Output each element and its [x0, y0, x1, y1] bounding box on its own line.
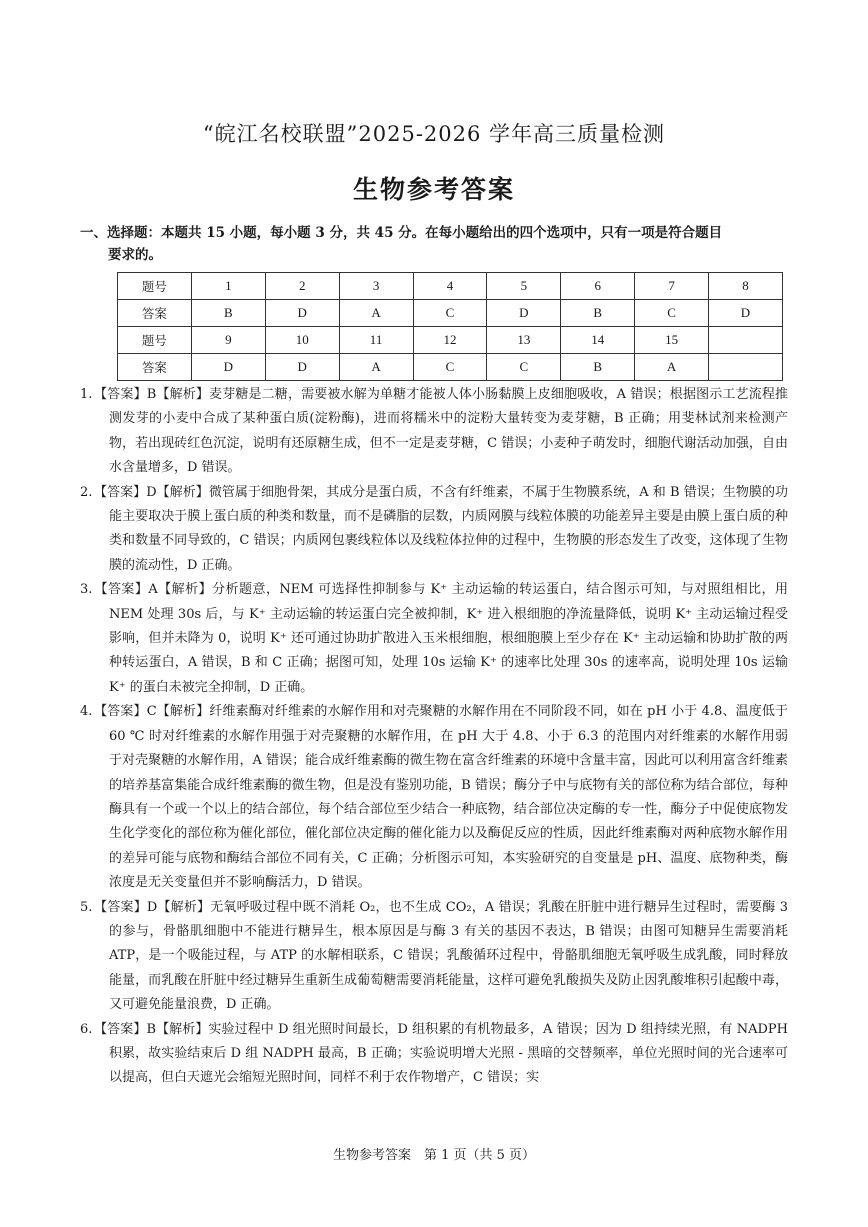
table-row: [118, 327, 783, 354]
table-cell: B: [561, 354, 635, 381]
table-cell: D: [265, 354, 339, 381]
explanations-list: [80, 383, 788, 1091]
item-number: 3.: [80, 582, 93, 598]
table-cell: 3: [339, 273, 413, 300]
item-number: 5.: [80, 899, 93, 915]
item-number: 6.: [80, 1021, 93, 1037]
item-text: 【答案】A【解析】分析题意，NEM 可选择性抑制参与 K⁺ 主动运输的转运蛋白，结合图示可知，与对照组相比，用 NEM 处理 30s 后，与 K⁺ 主动运输的转运蛋白完全被抑制，K⁺ 进入根细胞的净流量降低，说明 K⁺ 主动运输过程受影响，但并未降为 0，说明 K⁺ 还可通过协助扩散进入玉米根细胞，根细胞膜上至少存在 K⁺ 主动运输和协助扩散的两种转运蛋白，A 错误，B 和 C 正确；据图可知，处理 10s 运输 K⁺ 的速率比处理 30s 的速率高，说明处理 10s 运输 K⁺ 的蛋白未被完全抑制，D 正确。: [94, 582, 788, 695]
table-cell: 6: [561, 273, 635, 300]
table-cell: A: [339, 300, 413, 327]
table-cell: 10: [265, 327, 339, 354]
item-number: 1.: [80, 387, 93, 402]
section-heading: [80, 222, 788, 266]
table-cell: A: [339, 354, 413, 381]
table-cell: 题号: [118, 327, 192, 354]
table-cell: B: [561, 300, 635, 327]
explanation-item: [80, 578, 788, 700]
table-row: [118, 300, 783, 327]
table-cell: 13: [487, 327, 561, 354]
explanation-item: [80, 700, 788, 895]
exam-title: “皖江名校联盟”2025-2026 学年高三质量检测: [202, 122, 666, 146]
item-number: 2.: [80, 484, 93, 500]
item-number: 4.: [80, 704, 93, 720]
explanation-item: [80, 1018, 788, 1091]
page-footer: 生物参考答案 第 1 页（共 5 页）: [332, 1148, 536, 1163]
table-cell: 4: [413, 273, 487, 300]
table-cell: C: [635, 300, 709, 327]
table-cell: B: [191, 300, 265, 327]
item-text: 【答案】B【解析】实验过程中 D 组光照时间最长，D 组积累的有机物最多，A 错误；因为 D 组持续光照，有 NADPH 积累，故实验结束后 D 组 NADPH 最高，B 正确；实验说明增大光照 - 黑暗的交替频率，单位光照时间的光合速率可以提高，但白天遮光会缩短光照时间，同样不利于农作物增产，C 错误；实: [94, 1021, 788, 1086]
table-cell: 11: [339, 327, 413, 354]
explanation-item: [80, 383, 788, 481]
section-heading-line-2: 要求的。: [108, 247, 162, 263]
explanation-item: [80, 896, 788, 1018]
table-cell: [709, 327, 783, 354]
table-cell: D: [487, 300, 561, 327]
table-cell: D: [709, 300, 783, 327]
table-cell: 8: [709, 273, 783, 300]
table-cell: 题号: [118, 273, 192, 300]
table-row: [118, 354, 783, 381]
table-cell: C: [413, 300, 487, 327]
item-text: 【答案】D【解析】无氧呼吸过程中既不消耗 O₂，也不生成 CO₂，A 错误；乳酸在肝脏中进行糖异生过程时，需要酶 3 的参与，骨骼肌细胞中不能进行糖异生，根本原因是与酶 3 有关的基因不表达，B 错误；由图可知糖异生需要消耗 ATP，是一个吸能过程，与 ATP 的水解相联系，C 错误；乳酸循环过程中，骨骼肌细胞无氧呼吸生成乳酸，同时释放能量，而乳酸在肝脏中经过糖异生重新生成葡萄糖需要消耗能量，这样可避免乳酸损失及防止因乳酸堆积引起酸中毒，又可避免能量浪费，D 正确。: [94, 899, 788, 1013]
document-title: 生物参考答案: [352, 175, 515, 204]
answer-key-table: [117, 272, 783, 381]
table-cell: 1: [191, 273, 265, 300]
table-cell: C: [487, 354, 561, 381]
table-cell: 5: [487, 273, 561, 300]
table-cell: 答案: [118, 354, 192, 381]
explanation-item: [80, 481, 788, 579]
item-text: 【答案】C【解析】纤维素酶对纤维素的水解作用和对壳聚糖的水解作用在不同阶段不同，如在 pH 小于 4.8、温度低于 60 ℃ 时对纤维素的水解作用强于对壳聚糖的水解作用，在 pH 大于 4.8、小于 6.3 的范围内对纤维素的水解作用弱于对壳聚糖的水解作用，A 错误；能合成纤维素酶的微生物在富含纤维素的环境中含量丰富，因此可以利用富含纤维素的培养基富集能合成纤维素酶的微生物，但是没有鉴别功能，B 错误；酶分子中与底物有关的部位称为结合部位，每种酶具有一个或一个以上的结合部位，每个结合部位至少结合一种底物，结合部位决定酶的专一性，酶分子中促使底物发生化学变化的部位称为催化部位，催化部位决定酶的催化能力以及酶促反应的性质，因此纤维素酶对两种底物水解作用的差异可能与底物和酶结合部位不同有关，C 正确；分析图示可知，本实验研究的自变量是 pH、温度、底物种类，酶浓度是无关变量但并不影响酶活力，D 错误。: [94, 704, 788, 891]
table-cell: C: [413, 354, 487, 381]
table-cell: [709, 354, 783, 381]
table-cell: A: [635, 354, 709, 381]
table-cell: 7: [635, 273, 709, 300]
section-heading-line-1: 一、选择题：本题共 15 小题，每小题 3 分，共 45 分。在每小题给出的四个选项中，只有一项是符合题目: [80, 225, 723, 241]
table-cell: 15: [635, 327, 709, 354]
table-cell: 9: [191, 327, 265, 354]
table-cell: 14: [561, 327, 635, 354]
table-row: [118, 273, 783, 300]
table-cell: D: [191, 354, 265, 381]
table-cell: 2: [265, 273, 339, 300]
table-cell: D: [265, 300, 339, 327]
table-cell: 12: [413, 327, 487, 354]
item-text: 【答案】D【解析】微管属于细胞骨架，其成分是蛋白质，不含有纤维素，不属于生物膜系统，A 和 B 错误；生物膜的功能主要取决于膜上蛋白质的种类和数量，而不是磷脂的层数，内质网膜与线粒体膜的功能差异主要是由膜上蛋白质的种类和数量不同导致的，C 错误；内质网包裹线粒体以及线粒体拉伸的过程中，生物膜的形态发生了改变，这体现了生物膜的流动性，D 正确。: [94, 484, 788, 573]
table-cell: 答案: [118, 300, 192, 327]
item-text: 【答案】B【解析】麦芽糖是二糖，需要被水解为单糖才能被人体小肠黏膜上皮细胞吸收，A 错误；根据图示工艺流程推测发芽的小麦中合成了某种蛋白质(淀粉酶)，进而将糯米中的淀粉大量转变为麦芽糖，B 正确；用斐林试剂来检测产物，若出现砖红色沉淀，说明有还原糖生成，但不一定是麦芽糖，C 错误；小麦种子萌发时，细胞代谢活动加强，自由水含量增多，D 错误。: [94, 387, 788, 476]
